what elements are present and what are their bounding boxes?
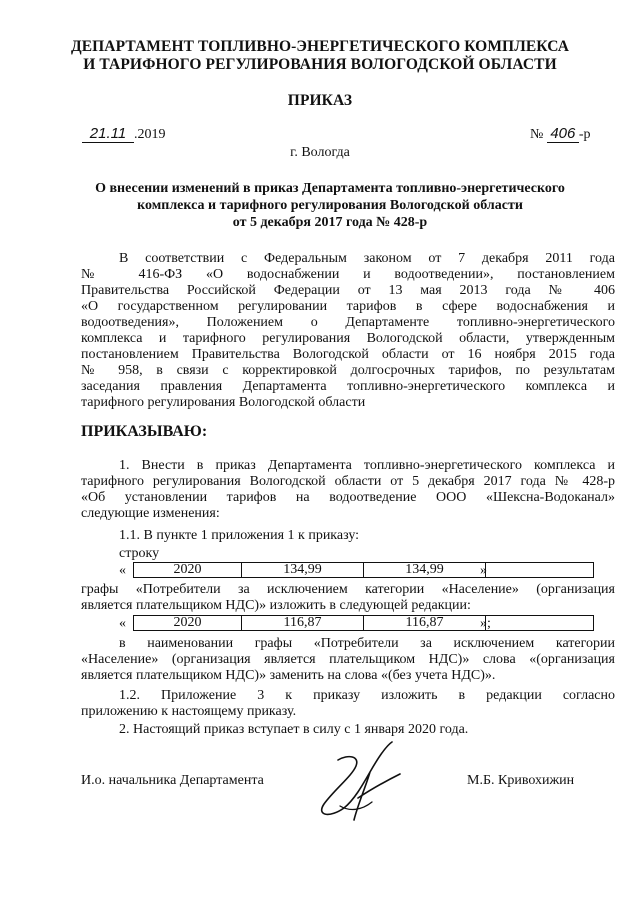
graph-text [81,582,615,614]
quote-close-old: » [480,563,487,578]
number-handwritten: 406 [547,125,579,143]
number-suffix: -р [578,127,591,142]
item-1-line: тарифного регулирования Вологодской области от 5 декабря 2017 года № 428-р [81,474,615,489]
order-title [60,180,600,231]
naming-text [81,636,615,684]
graph-text-line: графы «Потребители за исключением категории «Население» (организация [81,582,615,597]
naming-text-line: «Население» (организация является плательщиком НДС)» слова «(организация [81,652,615,667]
item-1-1: 1.1. В пункте 1 приложения 1 к приказу: [119,528,360,543]
table-row [134,616,594,631]
preamble-line: № 416-ФЗ «О водоснабжении и водоотведении», постановлением [81,267,615,282]
item-1-line: 1. Внести в приказ Департамента топливно-энергетического комплекса и [119,458,615,473]
quote-close-new: »; [480,616,491,631]
signatory-position: И.о. начальника Департамента [81,773,264,788]
item-1-line: «Об установлении тарифов на водоотведение ООО «Шексна-Водоканал» [81,490,615,505]
preamble-line: «О государственном регулировании тарифов в сфере водоснабжения и [81,299,615,314]
preamble-line: комплекса и тарифного регулирования Вологодской области, утвержденным [81,331,615,346]
preamble-line: заседания правления Департамента топливно-энергетического комплекса и [81,379,615,394]
preamble-line: водоотведения», Положением о Департаменте топливно-энергетического [81,315,615,330]
table-cell-value: 134,99 [242,563,364,578]
table-cell-value: 134,99 [364,563,486,578]
item-1-line: следующие изменения: [81,506,220,521]
preamble-line: В соответствии с Федеральным законом от 7 декабря 2011 года [119,251,615,266]
order-number [530,125,591,143]
item-1-2-line: 1.2. Приложение 3 к приказу изложить в редакции согласно [119,688,615,703]
table-cell-value: 116,87 [364,616,486,631]
new-row-table [133,615,594,631]
date-handwritten: 21.11 [82,125,134,143]
graph-text-line: является плательщиком НДС)» изложить в следующей редакции: [81,598,471,613]
signatory-name: М.Б. Кривохижин [467,773,575,788]
title-line-2: комплекса и тарифного регулирования Вологодской области [137,198,523,213]
preamble-line: тарифного регулирования Вологодской области [81,395,366,410]
item-1-2-line: приложению к настоящему приказу. [81,704,297,719]
table-cell-empty [486,563,594,578]
item-1-2 [81,688,615,720]
preamble-line: постановлением Правительства Вологодской области от 16 ноября 2015 года [81,347,615,362]
order-word: ПРИКАЗЫВАЮ: [81,423,208,440]
table-cell-empty [486,616,594,631]
number-prefix: № [530,127,544,142]
city: г. Вологда [290,145,350,160]
order-date [82,125,166,143]
title-line-3: от 5 декабря 2017 года № 428-р [232,215,428,230]
preamble-line: Правительства Российской Федерации от 13 мая 2013 года № 406 [81,283,615,298]
handwritten-signature-icon [300,738,420,828]
date-year: .2019 [134,127,166,142]
preamble [81,251,615,411]
naming-text-line: в наименовании графы «Потребители за исключением категории [119,636,615,651]
table-cell-year: 2020 [134,563,242,578]
table-cell-value: 116,87 [242,616,364,631]
title-line-1: О внесении изменений в приказ Департамента топливно-энергетического [95,181,565,196]
item-1 [81,458,615,522]
item-2: 2. Настоящий приказ вступает в силу с 1 января 2020 года. [119,722,469,737]
quote-open-old: « [119,563,126,578]
table-row [134,563,594,578]
quote-open-new: « [119,616,126,631]
row-word: строку [119,546,160,561]
preamble-line: № 958, в связи с корректировкой долгосрочных тарифов, по результатам [81,363,615,378]
old-row-table [133,562,594,578]
table-cell-year: 2020 [134,616,242,631]
department-header-line-1: ДЕПАРТАМЕНТ ТОПЛИВНО-ЭНЕРГЕТИЧЕСКОГО КОМПЛЕКСА [70,38,570,55]
naming-text-line: является плательщиком НДС)» заменить на слова «(без учета НДС)». [81,668,496,683]
department-header-line-2: И ТАРИФНОГО РЕГУЛИРОВАНИЯ ВОЛОГОДСКОЙ ОБЛАСТИ [83,56,557,73]
document-type: ПРИКАЗ [287,92,353,109]
